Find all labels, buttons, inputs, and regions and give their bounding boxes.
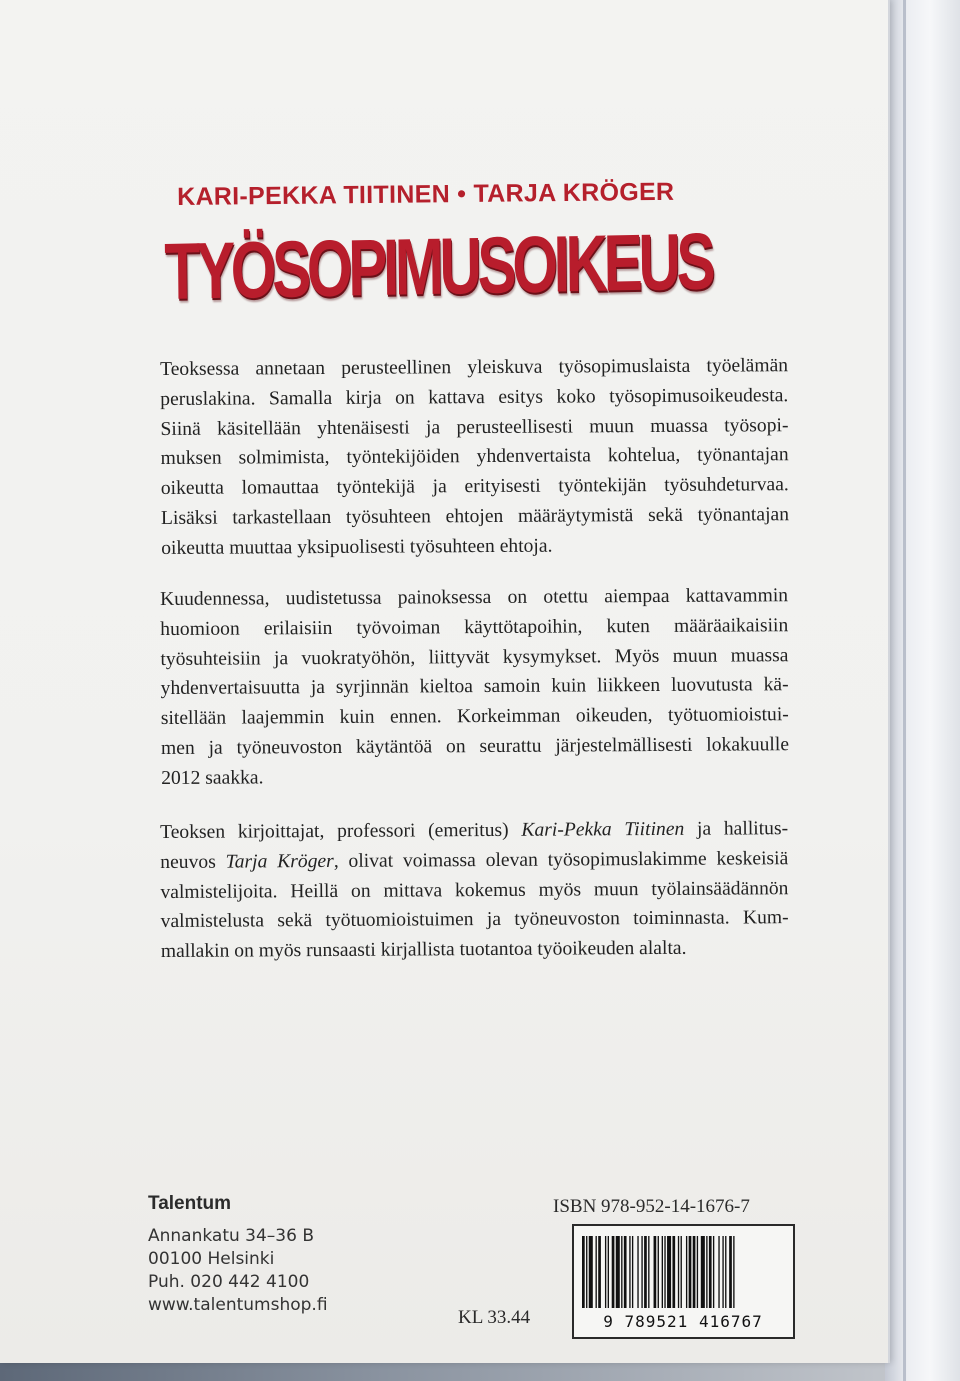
publisher-name: Talentum bbox=[148, 1193, 232, 1214]
barcode-bar bbox=[729, 1236, 732, 1308]
barcode-bars bbox=[582, 1236, 785, 1312]
barcode-bar bbox=[637, 1236, 638, 1308]
publisher-address: Annankatu 34–36 B bbox=[148, 1226, 315, 1246]
publisher-city: 00100 Helsinki bbox=[148, 1249, 275, 1269]
text-line: Siinä käsitellään yhtenäisesti ja perusteellisesti muun muassa työsopi- bbox=[160, 414, 789, 440]
barcode-bar bbox=[608, 1236, 609, 1308]
authors-paragraph bbox=[160, 814, 789, 967]
text-line: valmistelusta sekä työtuomioistuimen ja työneuvoston toiminnasta. Kum- bbox=[160, 907, 789, 933]
barcode-bar bbox=[689, 1236, 692, 1308]
text-line: Teoksessa annetaan perusteellinen yleiskuva työsopimuslaista työelämän bbox=[160, 355, 789, 380]
author-name-1: Kari-Pekka Tiitinen bbox=[521, 818, 685, 841]
barcode-bar bbox=[706, 1236, 707, 1308]
classification-code: KL 33.44 bbox=[458, 1307, 531, 1328]
text-line bbox=[160, 844, 788, 878]
barcode-bar bbox=[697, 1236, 698, 1308]
barcode-bar bbox=[629, 1236, 630, 1308]
text-line bbox=[160, 814, 788, 848]
barcode-bar bbox=[662, 1236, 663, 1308]
barcode-bar bbox=[713, 1236, 714, 1308]
barcode-bar bbox=[709, 1236, 712, 1308]
barcode-bar bbox=[589, 1236, 593, 1308]
text-segment: ja hallitus- bbox=[684, 818, 789, 840]
author-name-2: Tarja Kröger bbox=[225, 850, 334, 873]
barcode-bar bbox=[641, 1236, 642, 1308]
text-line: peruslakina. Samalla kirja on kattava esitys koko työsopimusoikeudesta. bbox=[160, 384, 789, 410]
barcode-bar bbox=[598, 1236, 601, 1308]
barcode-bar bbox=[718, 1236, 719, 1308]
barcode-bar bbox=[586, 1236, 587, 1308]
publisher-website: www.talentumshop.fi bbox=[148, 1295, 328, 1315]
isbn: ISBN 978-952-14-1676-7 bbox=[553, 1196, 750, 1217]
barcode-bar bbox=[632, 1236, 633, 1308]
barcode-bar bbox=[725, 1236, 726, 1308]
barcode-bar bbox=[596, 1236, 597, 1308]
text-segment: neuvos bbox=[160, 851, 226, 873]
description-paragraph-1 bbox=[160, 351, 789, 563]
barcode-bar bbox=[621, 1236, 622, 1308]
text-line: Kuudennessa, uudistetussa painoksessa on otettu aiempaa kattavammin bbox=[160, 585, 789, 610]
barcode-bar bbox=[605, 1236, 606, 1308]
text-line: huomioon erilaisiin työvoiman käyttötapoihin, kuten määräaikaisiin bbox=[160, 614, 789, 640]
text-line: 2012 saakka. bbox=[161, 767, 264, 789]
text-line: työsuhteisiin ja vuokratyöhön, liittyvät kysymykset. Myös muun muassa bbox=[160, 644, 789, 670]
text-line: oikeutta muuttaa yksipuolisesti työsuhteen ehtoja. bbox=[161, 535, 553, 559]
barcode-bar bbox=[733, 1236, 734, 1308]
barcode-bar bbox=[644, 1236, 647, 1308]
text-line: men ja työneuvoston käytäntöä on seurattu järjestelmällisesti lokakuulle bbox=[160, 734, 790, 759]
publisher-info bbox=[148, 1225, 328, 1317]
page-edge bbox=[885, 0, 960, 1381]
barcode-digits: 9 789521 416767 bbox=[603, 1312, 763, 1331]
barcode-bar bbox=[616, 1236, 620, 1308]
barcode-bar bbox=[672, 1236, 675, 1308]
book-authors: KARI-PEKKA TIITINEN • TARJA KRÖGER bbox=[177, 177, 675, 211]
publisher-phone: Puh. 020 442 4100 bbox=[148, 1272, 310, 1292]
text-line: oikeutta lomauttaa työntekijä ja erityisesti työntekijän työsuhdeturvaa. bbox=[160, 474, 789, 500]
text-line: sitellään laajemmin kuin ennen. Korkeimman oikeuden, työtuomioistui- bbox=[160, 704, 789, 730]
barcode-bar bbox=[667, 1236, 671, 1308]
barcode-bar bbox=[678, 1236, 679, 1308]
text-line: muksen solmimista, työntekijöiden yhdenvertaista kohtelua, työnantajan bbox=[160, 444, 789, 470]
barcode-bar bbox=[693, 1236, 696, 1308]
barcode-bar bbox=[612, 1236, 615, 1308]
description-paragraph-2 bbox=[160, 581, 789, 793]
barcode-bar bbox=[582, 1236, 585, 1308]
barcode-bar bbox=[701, 1236, 705, 1308]
barcode-bar bbox=[664, 1236, 665, 1308]
barcode-bar bbox=[686, 1236, 687, 1308]
barcode-bar bbox=[648, 1236, 649, 1308]
text-line: mallakin on myös runsaasti kirjallista tuotantoa työoikeuden alalta. bbox=[160, 937, 687, 963]
text-line: yhdenvertaisuutta ja syrjinnän kieltoa samoin kuin liikkeen luovutusta kä- bbox=[160, 674, 789, 700]
text-segment: , olivat voimassa olevan työsopimuslakimme keskeisiä bbox=[333, 847, 789, 872]
barcode bbox=[572, 1224, 795, 1339]
barcode-bar bbox=[654, 1236, 657, 1308]
text-segment: Teoksen kirjoittajat, professori (emeritus) bbox=[160, 819, 522, 843]
book-title: TYÖSOPIMUSOIKEUS bbox=[163, 216, 712, 316]
barcode-bar bbox=[658, 1236, 659, 1308]
text-line: valmistelijoita. Heillä on mittava kokemus myös muun työlainsäädännön bbox=[160, 877, 789, 903]
barcode-bar bbox=[681, 1236, 682, 1308]
barcode-bar bbox=[722, 1236, 723, 1308]
text-line: Lisäksi tarkastellaan työsuhteen ehtojen määräytymistä sekä työnantajan bbox=[160, 504, 790, 529]
barcode-bar bbox=[624, 1236, 627, 1308]
